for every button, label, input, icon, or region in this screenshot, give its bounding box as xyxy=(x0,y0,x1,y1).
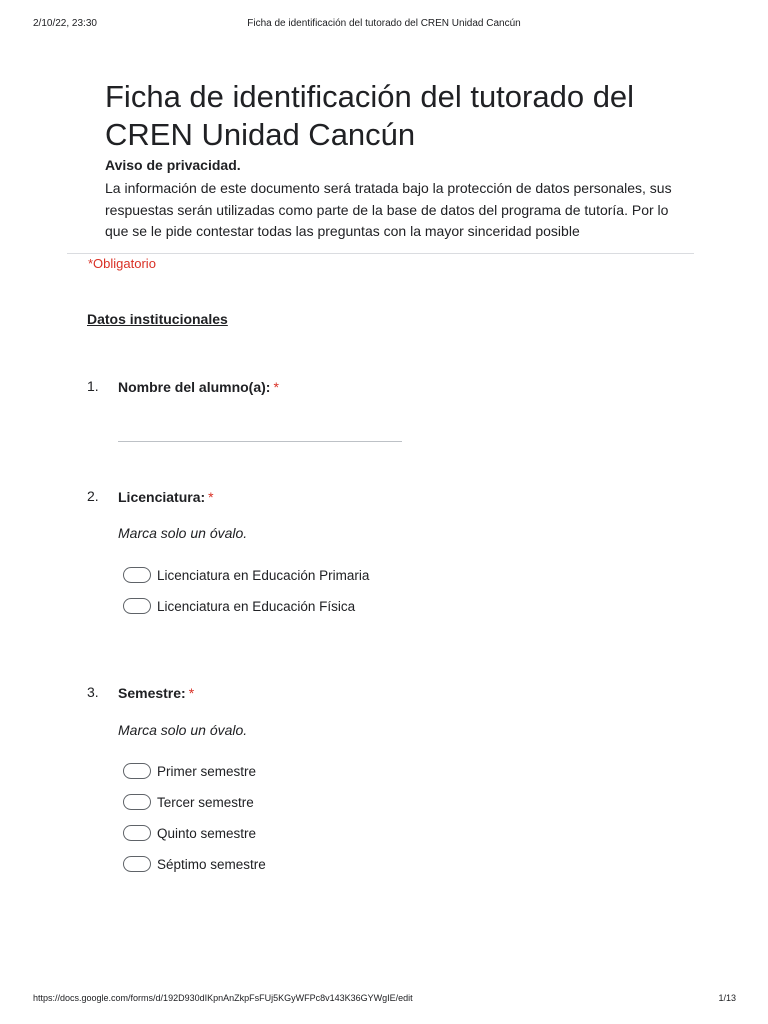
question-2-number: 2. xyxy=(87,488,99,504)
question-3-hint: Marca solo un óvalo. xyxy=(118,722,248,738)
privacy-text: La información de este documento será tratada bajo la protección de datos personales, sus respuestas serán utilizadas como parte de la base de datos del programa de tutoría. Por lo que se le pide contestar todas las preguntas con la mayor sinceridad posible xyxy=(105,180,672,239)
option-label: Licenciatura en Educación Física xyxy=(157,598,356,614)
radio-oval[interactable] xyxy=(123,763,151,779)
required-asterisk: * xyxy=(208,489,214,505)
question-2-label xyxy=(118,489,214,505)
radio-oval[interactable] xyxy=(123,598,151,614)
semestre-option-quinto[interactable] xyxy=(123,824,256,842)
licenciatura-option-primaria[interactable] xyxy=(123,566,369,584)
option-label: Séptimo semestre xyxy=(157,856,266,872)
nombre-alumno-input[interactable] xyxy=(118,441,402,442)
radio-oval[interactable] xyxy=(123,567,151,583)
option-label: Tercer semestre xyxy=(157,794,254,810)
print-footer xyxy=(0,993,768,1007)
page-number: 1/13 xyxy=(718,993,736,1003)
radio-oval[interactable] xyxy=(123,794,151,810)
required-asterisk: * xyxy=(188,685,195,701)
option-label: Primer semestre xyxy=(157,763,257,779)
section-title: Datos institucionales xyxy=(87,311,228,327)
print-header xyxy=(0,18,768,34)
print-footer-url: https://docs.google.com/forms/d/192D930dIKpnAnZkpFsFUj5KGyWFPc8v143K36GYWgIE/edit xyxy=(33,993,413,1003)
licenciatura-option-fisica[interactable] xyxy=(123,597,355,615)
question-1-number: 1. xyxy=(87,378,99,394)
print-header-title: Ficha de identificación del tutorado del CREN Unidad Cancún xyxy=(247,18,521,29)
print-datetime: 2/10/22, 23:30 xyxy=(33,18,97,29)
question-3-number: 3. xyxy=(87,684,99,700)
radio-oval[interactable] xyxy=(123,825,151,841)
required-asterisk: * xyxy=(273,379,279,395)
option-label: Licenciatura en Educación Primaria xyxy=(157,567,370,583)
privacy-heading: Aviso de privacidad. xyxy=(105,157,241,173)
question-3-label xyxy=(118,685,194,701)
header-divider xyxy=(67,253,694,254)
question-1-label xyxy=(118,379,279,395)
semestre-option-septimo[interactable] xyxy=(123,855,266,873)
radio-oval[interactable] xyxy=(123,856,151,872)
question-2-label-text: Licenciatura: xyxy=(118,489,206,505)
semestre-option-tercer[interactable] xyxy=(123,793,254,811)
semestre-option-primer[interactable] xyxy=(123,762,256,780)
required-note: *Obligatorio xyxy=(88,256,156,271)
question-2-hint: Marca solo un óvalo. xyxy=(118,525,248,541)
option-label: Quinto semestre xyxy=(157,825,257,841)
question-1-label-text: Nombre del alumno(a): xyxy=(118,379,271,395)
question-3-label-text: Semestre: xyxy=(118,685,186,701)
form-title: Ficha de identificación del tutorado del CREN Unidad Cancún xyxy=(105,79,635,152)
